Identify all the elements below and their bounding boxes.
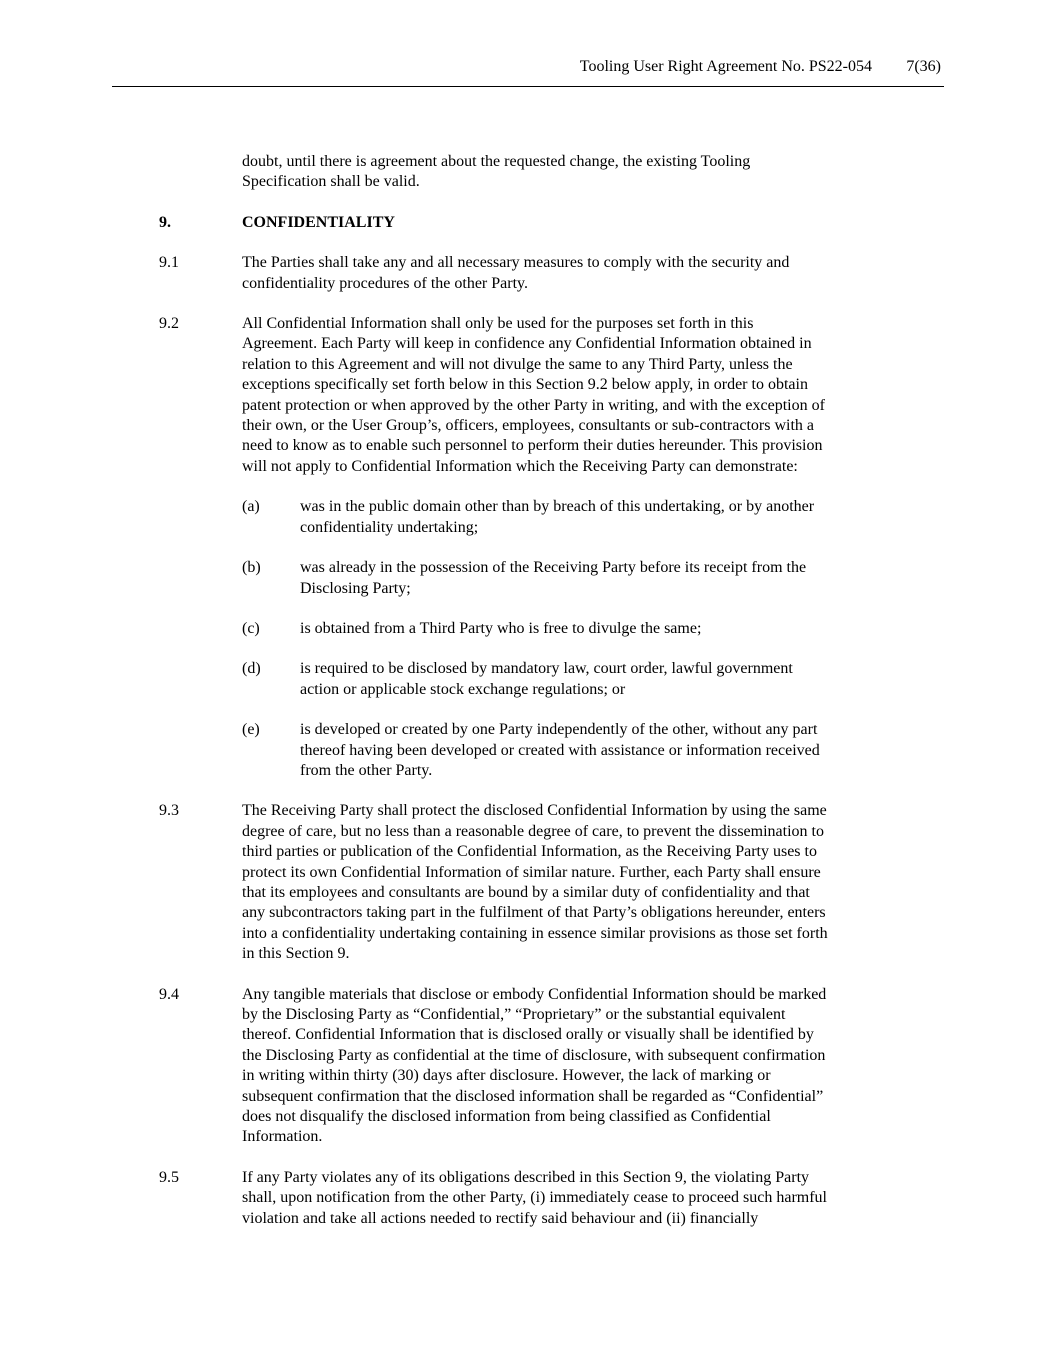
text-line: doubt, until there is agreement about the requested change, the existing Tooling xyxy=(242,153,751,170)
page-header xyxy=(112,58,944,87)
text-line: the Disclosing Party as confidential at the time of disclosure, with subsequent confirmation xyxy=(242,1046,826,1064)
clause-text xyxy=(242,1168,902,1229)
exception-d xyxy=(0,659,1055,700)
section-heading xyxy=(0,213,1055,233)
clause-9-5 xyxy=(0,1168,1055,1229)
text-line: Specification shall be valid. xyxy=(242,173,420,191)
text-line: Agreement. Each Party will keep in confidence any Confidential Information obtained in xyxy=(242,335,812,353)
document-title: Tooling User Right Agreement No. PS22-054 xyxy=(579,58,872,75)
text-line: thereof. Confidential Information that is disclosed orally or visually shall be identified by xyxy=(242,1026,814,1044)
clause-text xyxy=(242,253,902,294)
document-body xyxy=(0,152,1055,1249)
text-line: from the other Party. xyxy=(300,761,433,779)
exception-a xyxy=(0,497,1055,538)
section-number: 9. xyxy=(159,213,171,231)
text-line: any subcontractors taking part in the fulfilment of that Party’s obligations hereunder, enters xyxy=(242,904,826,922)
page-number: 7(36) xyxy=(906,58,941,75)
clause-9-2 xyxy=(0,314,1055,477)
text-line: confidentiality undertaking; xyxy=(300,518,479,536)
text-line: All Confidential Information shall only be used for the purposes set forth in this xyxy=(242,315,754,333)
clause-9-1 xyxy=(0,253,1055,294)
text-line: exceptions specifically set forth below in this Section 9.2 below apply, in order to obtain xyxy=(242,376,808,394)
text-line: The Parties shall take any and all necessary measures to comply with the security and xyxy=(242,254,790,272)
section-title: CONFIDENTIALITY xyxy=(242,213,395,231)
text-line: does not disqualify the disclosed information from being classified as Confidential xyxy=(242,1108,771,1126)
clause-text xyxy=(242,314,902,477)
text-line: confidentiality procedures of the other Party. xyxy=(242,274,528,292)
text-line: relation to this Agreement and will not divulge the same to any Third Party, unless the xyxy=(242,355,793,373)
clause-number: 9.5 xyxy=(159,1168,179,1186)
clause-number: 9.3 xyxy=(159,802,179,820)
text-line: need to know as to enable such personnel to perform their duties hereunder. This provision xyxy=(242,437,823,455)
text-line: was already in the possession of the Receiving Party before its receipt from the xyxy=(300,559,807,577)
text-line: patent protection or when approved by the other Party in writing, and with the exception of xyxy=(242,396,825,414)
text-line: is developed or created by one Party independently of the other, without any part xyxy=(300,721,818,739)
intro-paragraph xyxy=(0,152,1055,193)
clause-9-4 xyxy=(0,985,1055,1148)
clause-text xyxy=(242,985,902,1148)
exception-label: (a) xyxy=(242,498,260,516)
clause-number: 9.4 xyxy=(159,985,179,1003)
text-line: into a confidentiality undertaking containing in essence similar provisions as those set forth xyxy=(242,924,828,942)
text-line: If any Party violates any of its obligations described in this Section 9, the violating Party xyxy=(242,1168,810,1186)
text-line: is required to be disclosed by mandatory law, court order, lawful government xyxy=(300,660,793,678)
text-line: Disclosing Party; xyxy=(300,579,411,597)
exception-c xyxy=(0,619,1055,639)
text-line: their own, or the User Group’s, officers, employees, consultants or sub-contractors with a xyxy=(242,417,815,435)
text-line: in writing within thirty (30) days after disclosure. However, the lack of marking or xyxy=(242,1067,771,1085)
exception-label: (c) xyxy=(242,619,260,637)
clause-9-3 xyxy=(0,801,1055,964)
text-line: will not apply to Confidential Information which the Receiving Party can demonstrate: xyxy=(242,457,798,475)
exception-text xyxy=(300,720,900,781)
exception-text xyxy=(300,558,900,599)
text-line: action or applicable stock exchange regulations; or xyxy=(300,680,626,698)
text-line: degree of care, but no less than a reasonable degree of care, to prevent the dissemination to xyxy=(242,822,824,840)
clause-text xyxy=(242,801,902,964)
clause-number: 9.2 xyxy=(159,315,179,333)
text-line: The Receiving Party shall protect the disclosed Confidential Information by using the same xyxy=(242,802,827,820)
text-line: protect its own Confidential Information of similar nature. Further, each Party shall ensure xyxy=(242,863,821,881)
exception-text xyxy=(300,497,900,538)
text-line: subsequent confirmation that the disclosed information shall be regarded as “Confidential” xyxy=(242,1087,824,1105)
exception-text xyxy=(300,619,900,639)
exception-e xyxy=(0,720,1055,781)
text-line: shall, upon notification from the other Party, (i) immediately cease to proceed such harmful xyxy=(242,1189,827,1207)
text-line: is obtained from a Third Party who is free to divulge the same; xyxy=(300,619,702,637)
exception-label: (b) xyxy=(242,559,261,577)
text-line: violation and take all actions needed to rectify said behaviour and (ii) financially xyxy=(242,1209,759,1227)
text-line: thereof having been developed or created with assistance or information received xyxy=(300,741,820,759)
exception-text xyxy=(300,659,900,700)
text-line: Information. xyxy=(242,1128,323,1146)
text-line: third parties or publication of the Confidential Information, as the Receiving Party uses to xyxy=(242,843,817,861)
text-line: in this Section 9. xyxy=(242,945,350,963)
exception-label: (d) xyxy=(242,660,261,678)
text-line: Any tangible materials that disclose or embody Confidential Information should be marked xyxy=(242,985,827,1003)
text-line: by the Disclosing Party as “Confidential,” “Proprietary” or the substantial equivalent xyxy=(242,1006,786,1023)
exception-b xyxy=(0,558,1055,599)
exception-label: (e) xyxy=(242,721,260,739)
text-line: that its employees and consultants are bound by a similar duty of confidentiality and that xyxy=(242,883,810,901)
clause-number: 9.1 xyxy=(159,254,179,272)
text-line: was in the public domain other than by breach of this undertaking, or by another xyxy=(300,498,815,516)
